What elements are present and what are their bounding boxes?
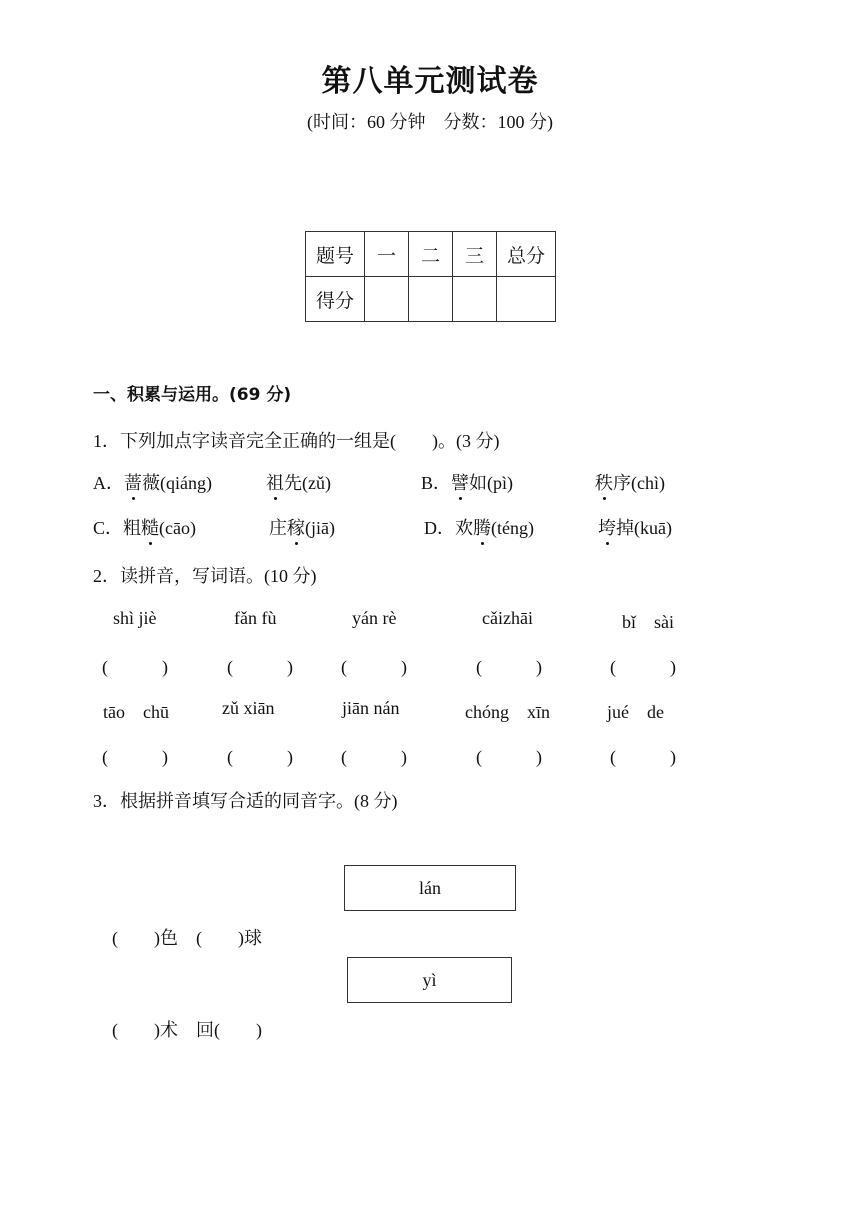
score-input-cell[interactable] — [365, 277, 409, 322]
pinyin-item: tāo chū — [103, 702, 169, 722]
score-table-cell: 二 — [409, 232, 453, 277]
pinyin-item: chóng xīn — [465, 702, 550, 722]
option-c[interactable]: C．粗糙(cāo) — [93, 514, 196, 540]
pinyin-item: yán rè — [352, 608, 397, 628]
answer-blank[interactable]: ( ) — [227, 747, 293, 767]
question-1-stem: 1．下列加点字读音完全正确的一组是( )。(3 分) — [93, 431, 500, 451]
option-b-word-2: 秩序(chì) — [595, 469, 665, 495]
answer-blank[interactable]: ( ) — [341, 747, 407, 767]
pinyin-item: fǎn fù — [234, 608, 277, 628]
section-heading: 一、积累与运用。(69 分) — [93, 385, 292, 405]
pinyin-item: jiān nán — [342, 698, 400, 718]
pinyin-box: lán — [344, 865, 516, 911]
question-3-stem: 3．根据拼音填写合适的同音字。(8 分) — [93, 791, 398, 811]
answer-blank[interactable]: ( ) — [610, 657, 676, 677]
answer-blank[interactable]: ( ) — [341, 657, 407, 677]
answer-blank[interactable]: ( ) — [227, 657, 293, 677]
option-d-word-2: 垮掉(kuā) — [598, 514, 672, 540]
score-table — [305, 231, 556, 322]
score-input-cell[interactable] — [497, 277, 556, 322]
score-table-score-row — [306, 277, 556, 322]
score-table-cell: 总分 — [497, 232, 556, 277]
answer-blank[interactable]: ( ) — [610, 747, 676, 767]
answer-blank[interactable]: ( ) — [476, 657, 542, 677]
score-table-cell: 题号 — [306, 232, 365, 277]
option-d[interactable]: D．欢腾(téng) — [424, 514, 534, 540]
option-b[interactable]: B．譬如(pì) — [421, 469, 513, 495]
answer-blank[interactable]: ( ) — [476, 747, 542, 767]
exam-info: (时间：60 分钟 分数：100 分) — [307, 112, 553, 132]
option-a-word-2: 祖先(zǔ) — [266, 469, 331, 495]
pinyin-item: zǔ xiān — [222, 698, 275, 718]
pinyin-item: cǎizhāi — [482, 608, 533, 628]
pinyin-box: yì — [347, 957, 512, 1003]
answer-blank[interactable]: ( ) — [102, 747, 168, 767]
pinyin-item: jué de — [607, 702, 664, 722]
page-title: 第八单元测试卷 — [321, 64, 539, 99]
score-input-cell[interactable] — [409, 277, 453, 322]
option-a[interactable]: A．蔷薇(qiáng) — [93, 469, 212, 495]
homophone-blank-line[interactable]: ( )色 ( )球 — [112, 928, 262, 948]
score-input-cell[interactable] — [453, 277, 497, 322]
answer-blank[interactable]: ( ) — [102, 657, 168, 677]
pinyin-item: shì jiè — [113, 608, 157, 628]
score-table-cell: 三 — [453, 232, 497, 277]
pinyin-item: bǐ sài — [622, 612, 674, 632]
homophone-blank-line[interactable]: ( )术 回( ) — [112, 1020, 262, 1040]
option-c-word-2: 庄稼(jiā) — [269, 514, 335, 540]
score-table-cell: 一 — [365, 232, 409, 277]
question-2-stem: 2．读拼音，写词语。(10 分) — [93, 566, 317, 586]
score-table-cell: 得分 — [306, 277, 365, 322]
score-table-header-row — [306, 232, 556, 277]
